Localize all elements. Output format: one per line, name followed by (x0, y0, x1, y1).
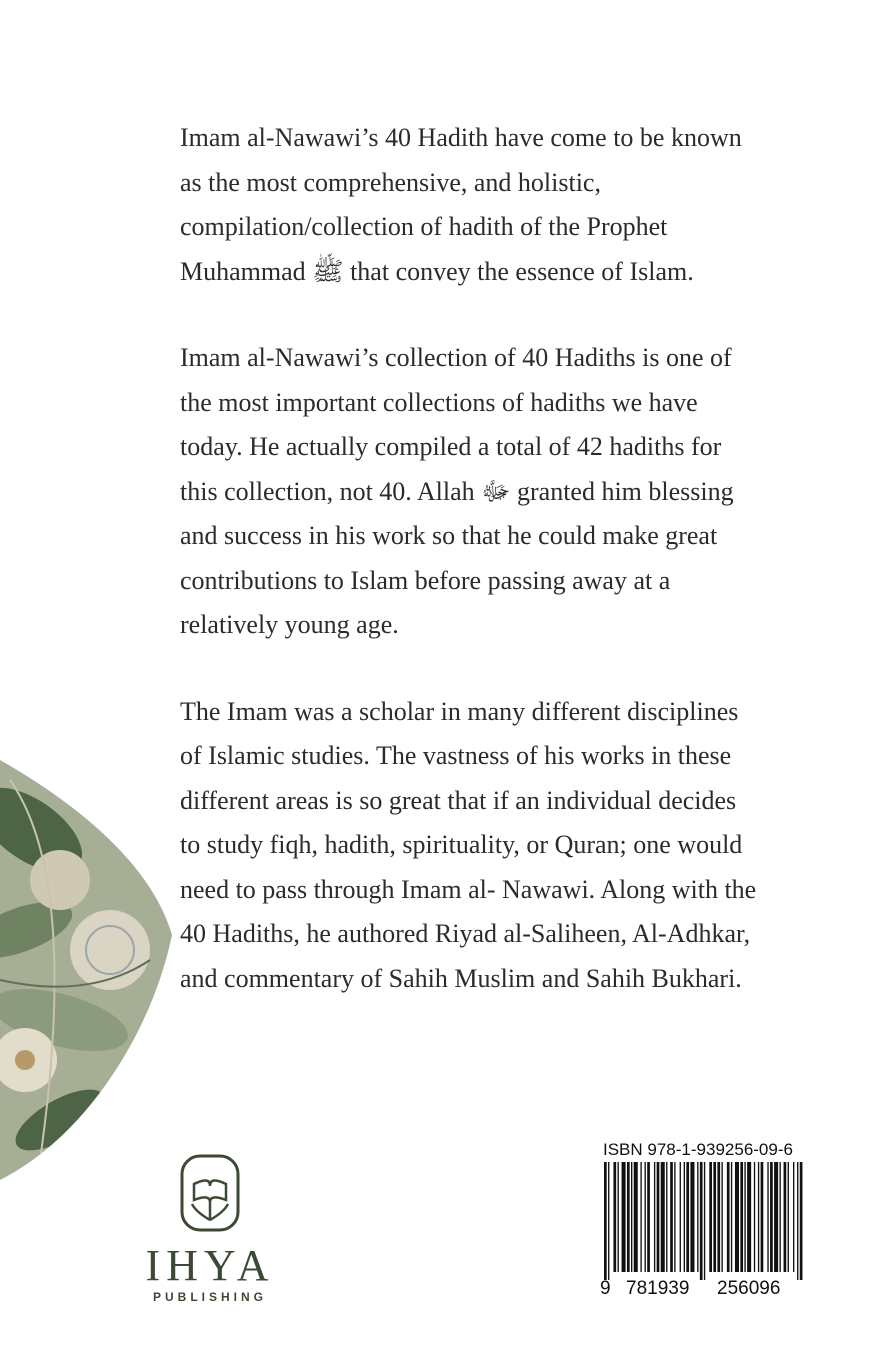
barcode-bar (634, 1162, 638, 1272)
barcode-bar (780, 1162, 781, 1272)
barcode-bar (700, 1162, 703, 1280)
barcode-bar (654, 1162, 655, 1272)
barcode-bar (717, 1162, 720, 1272)
barcode-bar (767, 1162, 768, 1272)
barcode-bar (627, 1162, 630, 1272)
barcode-bar (604, 1162, 607, 1280)
barcode-bar (670, 1162, 673, 1272)
barcode-bar (721, 1162, 722, 1272)
barcode-bar (684, 1162, 685, 1272)
blurb-paragraph-2: Imam al-Nawawi’s collection of 40 Hadiths is one of the most important collections of hadiths we have today. He actually compiled a total of 42 hadiths for this collection, not 40. Allah ﷻ granted him blessing and success in his work so that he could make great contributions to Islam before passing away at a relatively young age. (180, 343, 734, 639)
barcode-bar (713, 1162, 716, 1272)
barcode-bar (697, 1162, 698, 1272)
barcode-bar (761, 1162, 764, 1272)
barcode-bar (754, 1162, 755, 1272)
blurb-paragraph-1: Imam al-Nawawi’s 40 Hadith have come to be known as the most comprehensive, and holistic, compilation/collection of hadith of the Prophet Muhammad ﷺ that convey the essence of Islam. (180, 123, 742, 286)
publisher-name: IHYA (145, 1241, 275, 1290)
barcode-bar (758, 1162, 759, 1272)
barcode-bar (727, 1162, 730, 1272)
isbn-label: ISBN 978-1-939256-09-6 (603, 1140, 793, 1159)
barcode-bar (622, 1162, 626, 1272)
isbn-barcode (598, 1162, 808, 1280)
barcode-bar (661, 1162, 665, 1272)
barcode-bar (690, 1162, 694, 1272)
barcode-bar (800, 1162, 803, 1280)
barcode-bar (666, 1162, 667, 1272)
barcode-bar (686, 1162, 689, 1272)
barcode-bar (744, 1162, 745, 1272)
barcode-bar (740, 1162, 743, 1272)
barcode-bar (640, 1162, 641, 1272)
barcode-bar (770, 1162, 773, 1272)
barcode-bar (657, 1162, 660, 1272)
barcode-bar (613, 1162, 616, 1272)
barcode-digit-first: 9 (600, 1278, 611, 1299)
barcode-bar (608, 1162, 609, 1280)
barcode-bar (674, 1162, 675, 1272)
barcode-digits-group-2: 256096 (717, 1278, 781, 1299)
barcode-bar (784, 1162, 787, 1272)
barcode-digits-group-1: 781939 (626, 1278, 690, 1299)
barcode-bar (774, 1162, 778, 1272)
barcode-bar (788, 1162, 789, 1272)
barcode-bar (647, 1162, 650, 1272)
barcode-bar (731, 1162, 732, 1272)
barcode-bar (618, 1162, 619, 1272)
barcode-bar (735, 1162, 739, 1272)
barcode-bar (704, 1162, 705, 1280)
blurb-paragraph-3: The Imam was a scholar in many different disciplines of Islamic studies. The vastness of his works in these different areas is so great that if an individual decides to study fiqh, hadith, spirituality, or Quran; one would need to pass through Imam al- Nawawi. Along with the 40 Hadiths, he authored Riyad al-Saliheen, Al-Adhkar, and commentary of Sahih Muslim and Sahih Bukhari. (180, 696, 757, 993)
barcode-bar (797, 1162, 798, 1280)
back-cover-blurb (180, 116, 760, 1043)
barcode-bar (631, 1162, 632, 1272)
barcode-bar (645, 1162, 646, 1272)
floral-artwork (0, 760, 175, 1200)
publisher-subtitle: PUBLISHING (152, 1290, 267, 1304)
barcode-bar (793, 1162, 794, 1272)
barcode-bar (747, 1162, 751, 1272)
barcode-bar (709, 1162, 712, 1272)
barcode-bar (680, 1162, 681, 1272)
